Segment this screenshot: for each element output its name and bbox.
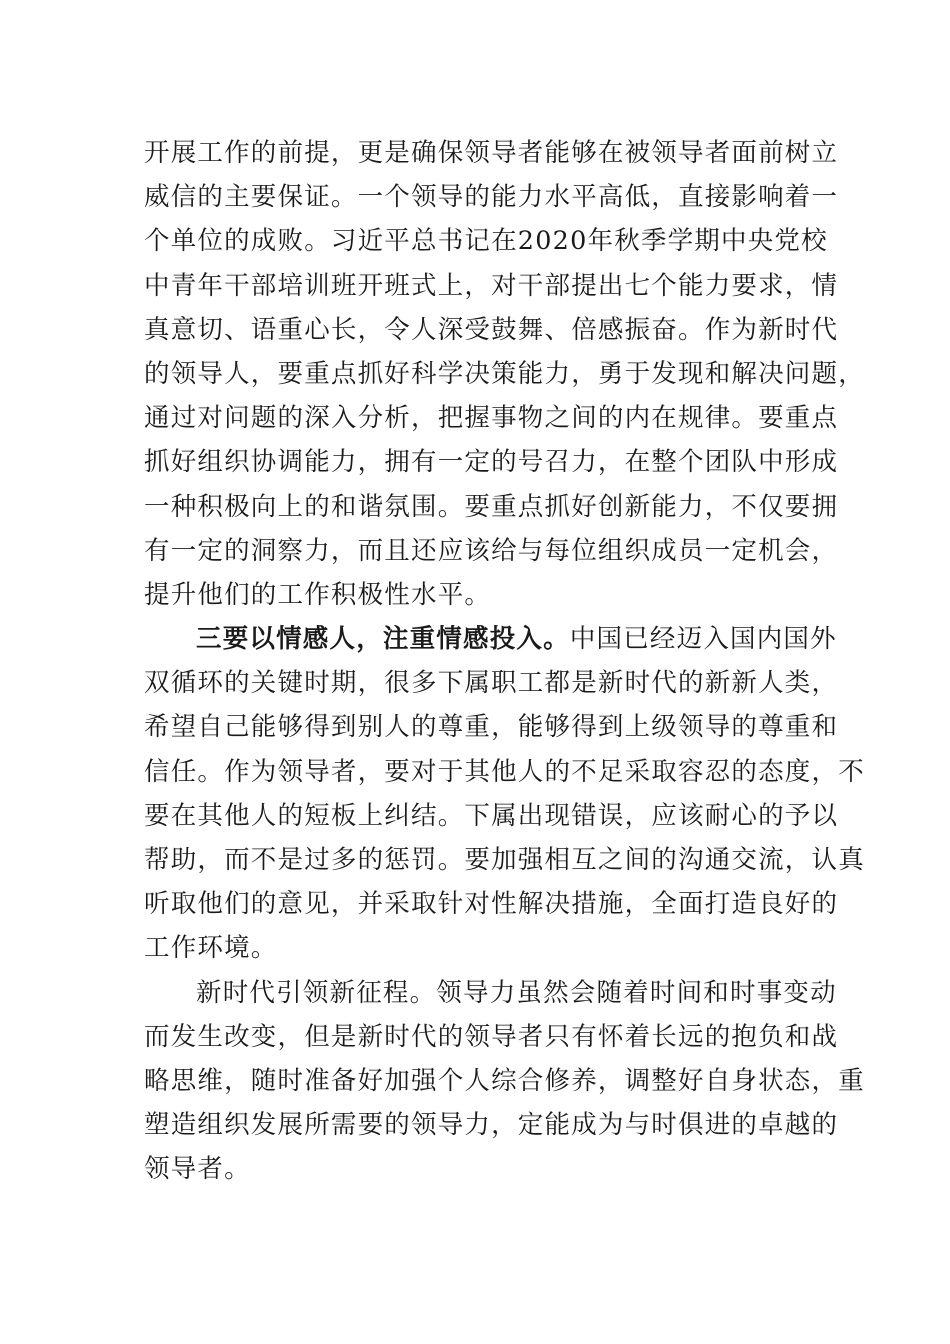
text-line: 而发生改变，但是新时代的领导者只有怀着长远的抱负和战 — [144, 1021, 839, 1052]
text-line: 要在其他人的短板上纠结。下属出现错误，应该耐心的予以 — [144, 800, 839, 831]
document-body — [144, 131, 865, 1192]
text-line: 开展工作的前提，更是确保领导者能够在被领导者面前树立 — [144, 138, 839, 168]
heading-line-rest: 中国已经迈入国内国外 — [569, 624, 837, 655]
paragraph-3 — [144, 971, 865, 1192]
text-line: 真意切、语重心长，令人深受鼓舞、倍感振奋。作为新时代 — [144, 314, 839, 345]
text-line: 新时代引领新征程。领导力虽然会随着时间和时事变动 — [196, 977, 837, 1008]
text-line: 通过对问题的深入分析，把握事物之间的内在规律。要重点 — [144, 403, 839, 434]
text-line: 中青年干部培训班开班式上，对干部提出七个能力要求，情 — [144, 270, 839, 301]
section-heading: 三要以情感人，注重情感投入。 — [196, 624, 570, 655]
text-line: 威信的主要保证。一个领导的能力水平高低，直接影响着一 — [144, 182, 839, 213]
text-line: 希望自己能够得到别人的尊重，能够得到上级领导的尊重和 — [144, 712, 839, 743]
text-line — [144, 617, 837, 661]
text-line: 听取他们的意见，并采取针对性解决措施，全面打造良好的 — [144, 889, 839, 920]
text-line: 个单位的成败。习近平总书记在2020年秋季学期中央党校 — [144, 226, 828, 257]
text-line: 帮助，而不是过多的惩罚。要加强相互之间的沟通交流，认真 — [144, 845, 865, 875]
text-line: 有一定的洞察力，而且还应该给与每位组织成员一定机会， — [144, 535, 839, 566]
paragraph-1 — [144, 131, 865, 617]
text-line: 略思维，随时准备好加强个人综合修养，调整好自身状态，重 — [144, 1065, 865, 1096]
paragraph-2 — [144, 617, 865, 971]
text-line: 双循环的关键时期，很多下属职工都是新时代的新新人类， — [144, 668, 839, 699]
text-line: 信任。作为领导者，要对于其他人的不足采取容忍的态度，不 — [144, 756, 865, 787]
text-line: 领导者。 — [144, 1154, 251, 1185]
text-line: 提升他们的工作积极性水平。 — [144, 579, 492, 610]
text-line: 塑造组织发展所需要的领导力，定能成为与时俱进的卓越的 — [144, 1110, 839, 1141]
text-line: 的领导人，要重点抓好科学决策能力，勇于发现和解决问题， — [144, 358, 865, 389]
text-line: 抓好组织协调能力，拥有一定的号召力，在整个团队中形成 — [144, 447, 839, 478]
text-line: 一种积极向上的和谐氛围。要重点抓好创新能力，不仅要拥 — [144, 491, 839, 522]
text-line: 工作环境。 — [144, 933, 278, 964]
